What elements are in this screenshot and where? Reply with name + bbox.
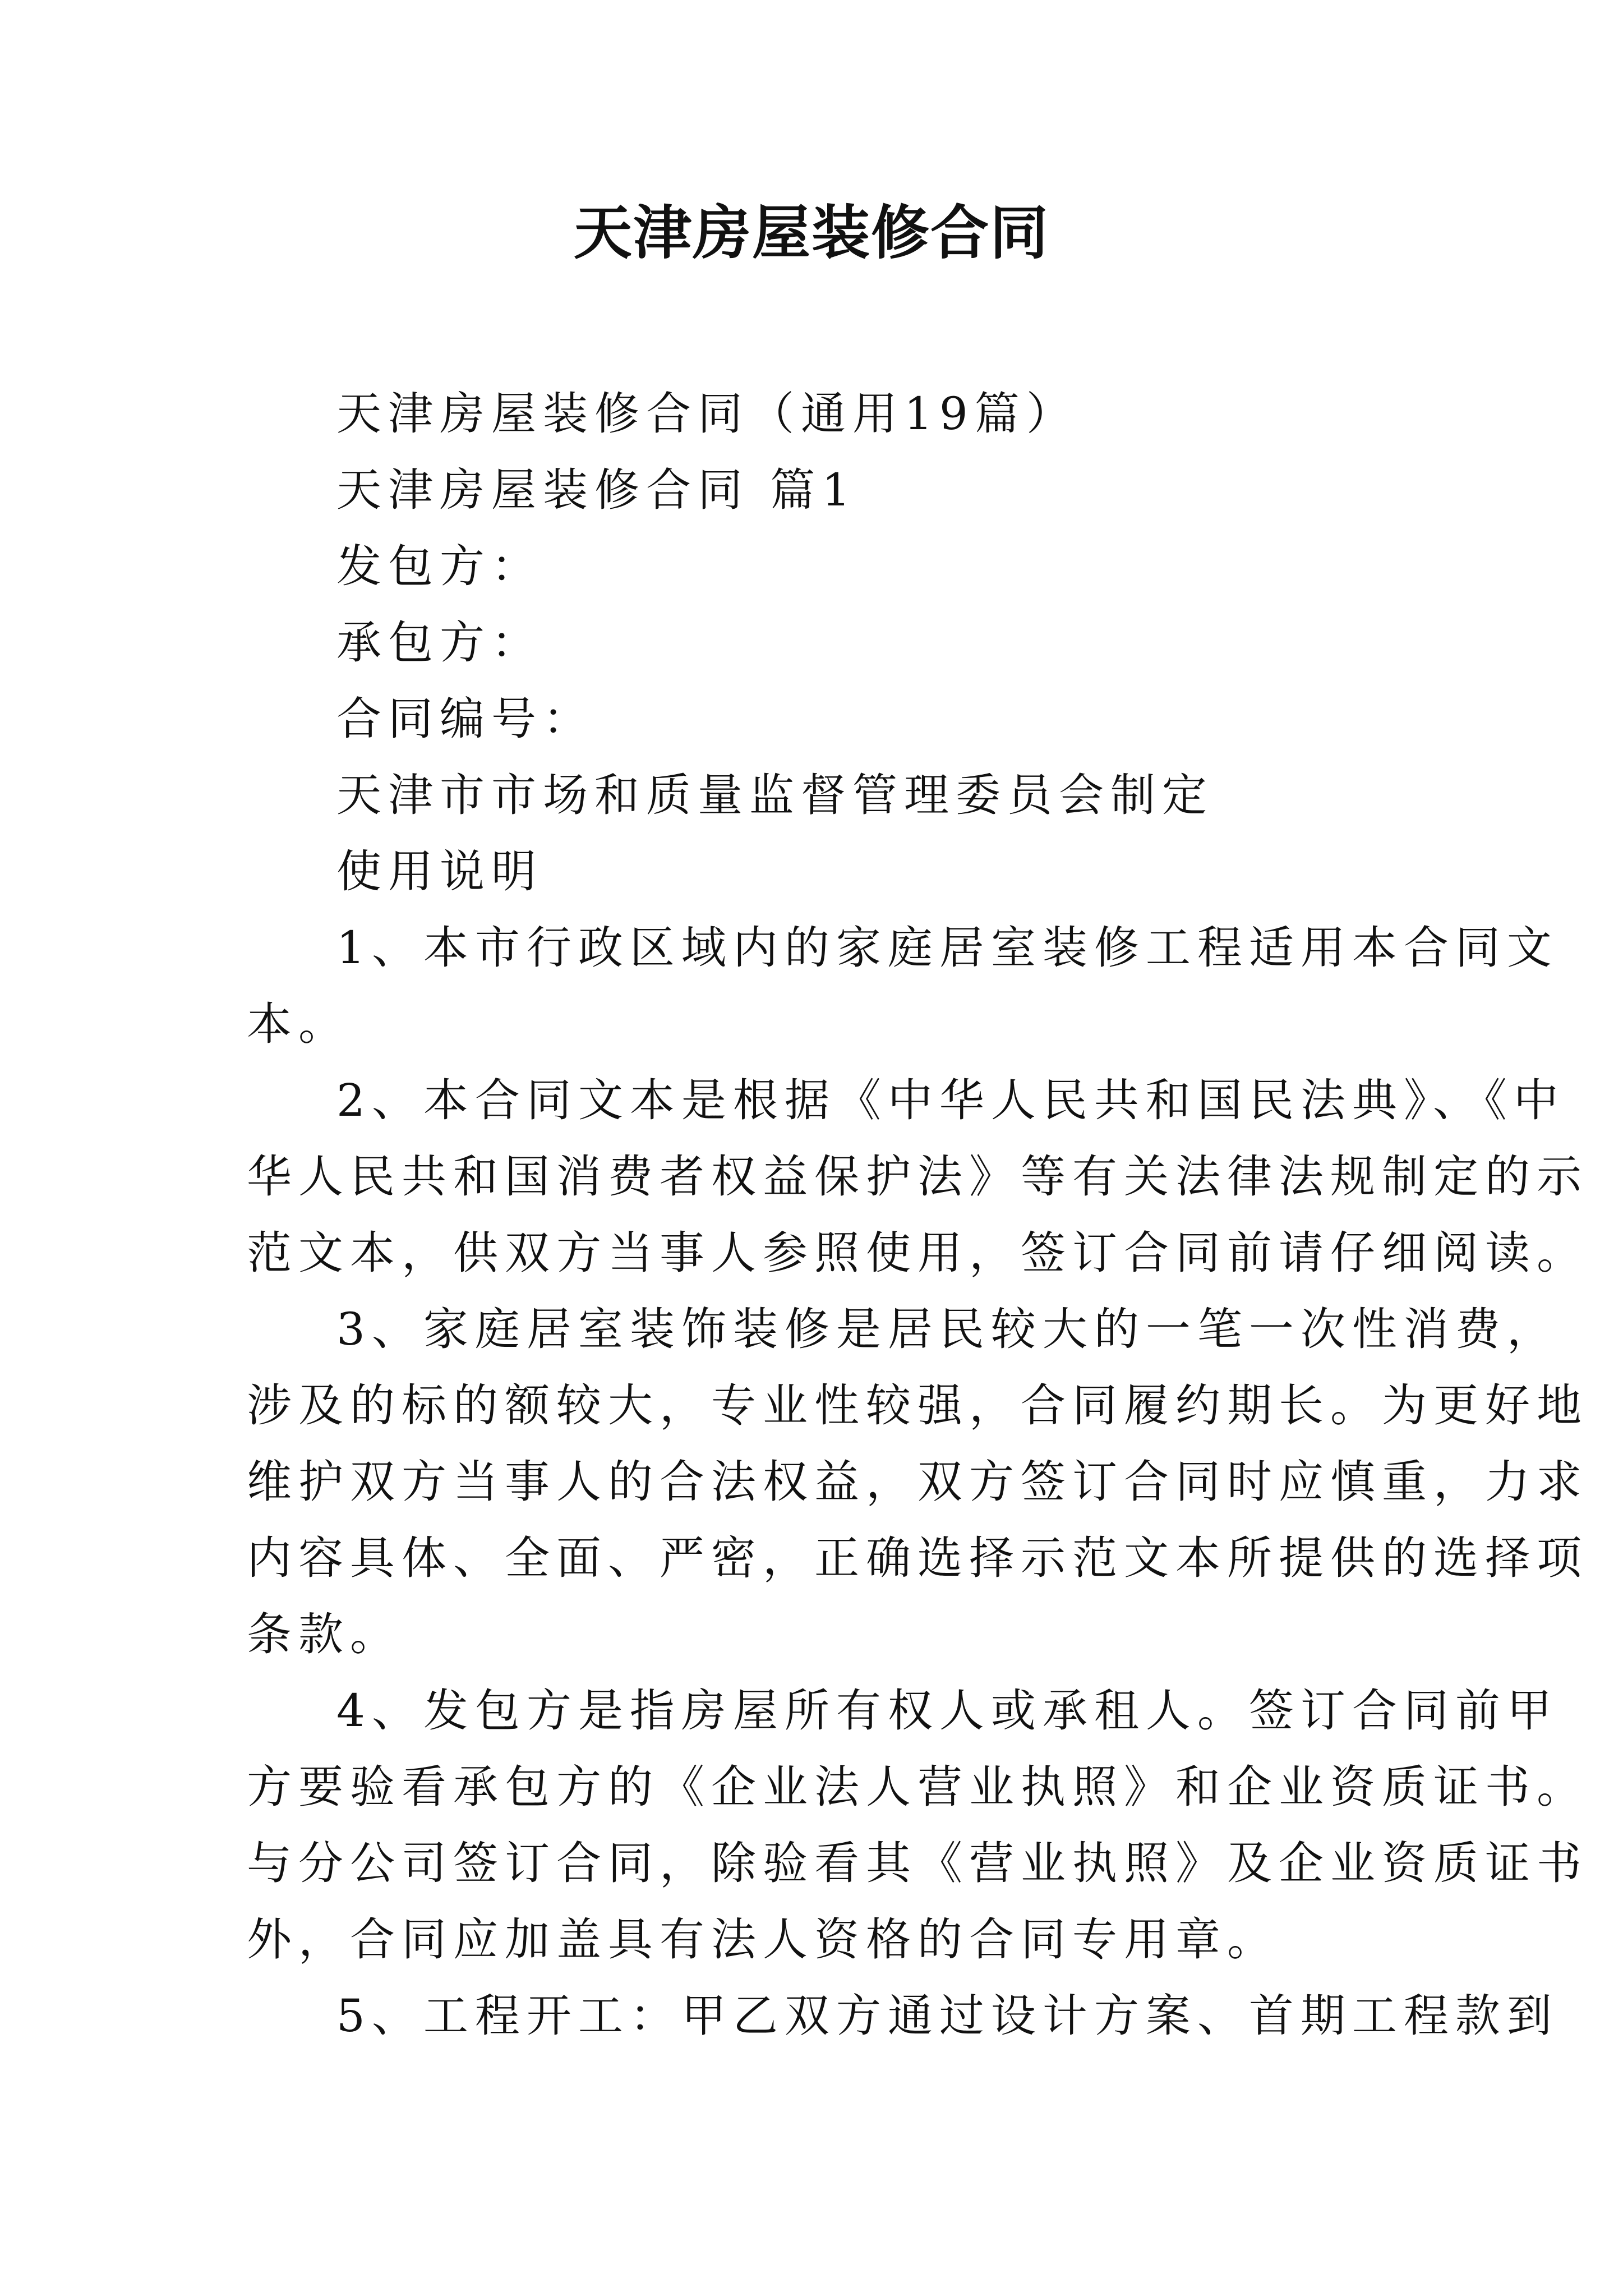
- contract-number-field: 合同编号：: [336, 693, 594, 745]
- paragraph-line: 内容具体、全面、严密，正确选择示范文本所提供的选择项: [247, 1532, 1588, 1584]
- paragraph-line: 与分公司签订合同，除验看其《营业执照》及企业资质证书: [247, 1837, 1588, 1889]
- paragraph-line: 本。: [247, 998, 350, 1050]
- paragraph-line: 华人民共和国消费者权益保护法》等有关法律法规制定的示: [247, 1151, 1588, 1203]
- paragraph-line: 1、本市行政区域内的家庭居室装修工程适用本合同文: [336, 922, 1559, 974]
- issuer-line: 天津市市场和质量监督管理委员会制定: [336, 769, 1214, 821]
- document-body: [247, 376, 1588, 2054]
- paragraph-line: 2、本合同文本是根据《中华人民共和国民法典》、《中: [336, 1074, 1565, 1126]
- paragraph-line: 外，合同应加盖具有法人资格的合同专用章。: [247, 1913, 1279, 1966]
- paragraph-line: 4、发包方是指房屋所有权人或承租人。签订合同前甲: [336, 1685, 1559, 1737]
- subtitle-line: 天津房屋装修合同（通用19篇）: [336, 388, 1078, 440]
- paragraph-line: 3、家庭居室装饰装修是居民较大的一笔一次性消费，: [336, 1303, 1559, 1355]
- paragraph-line: 5、工程开工：甲乙双方通过设计方案、首期工程款到: [336, 1990, 1559, 2042]
- paragraph-line: 条款。: [247, 1608, 402, 1660]
- paragraph-line: 方要验看承包方的《企业法人营业执照》和企业资质证书。: [247, 1761, 1588, 1813]
- section-heading: 天津房屋装修合同 篇1: [336, 464, 857, 516]
- paragraph-line: 维护双方当事人的合法权益，双方签订合同时应慎重，力求: [247, 1456, 1588, 1508]
- document-title: 天津房屋装修合同: [573, 198, 1049, 267]
- paragraph-line: 范文本，供双方当事人参照使用，签订合同前请仔细阅读。: [247, 1227, 1588, 1279]
- paragraph-line: 涉及的标的额较大，专业性较强，合同履约期长。为更好地: [247, 1379, 1588, 1432]
- contractor-field: 承包方：: [336, 616, 543, 669]
- employer-field: 发包方：: [336, 540, 543, 592]
- usage-heading: 使用说明: [336, 845, 543, 898]
